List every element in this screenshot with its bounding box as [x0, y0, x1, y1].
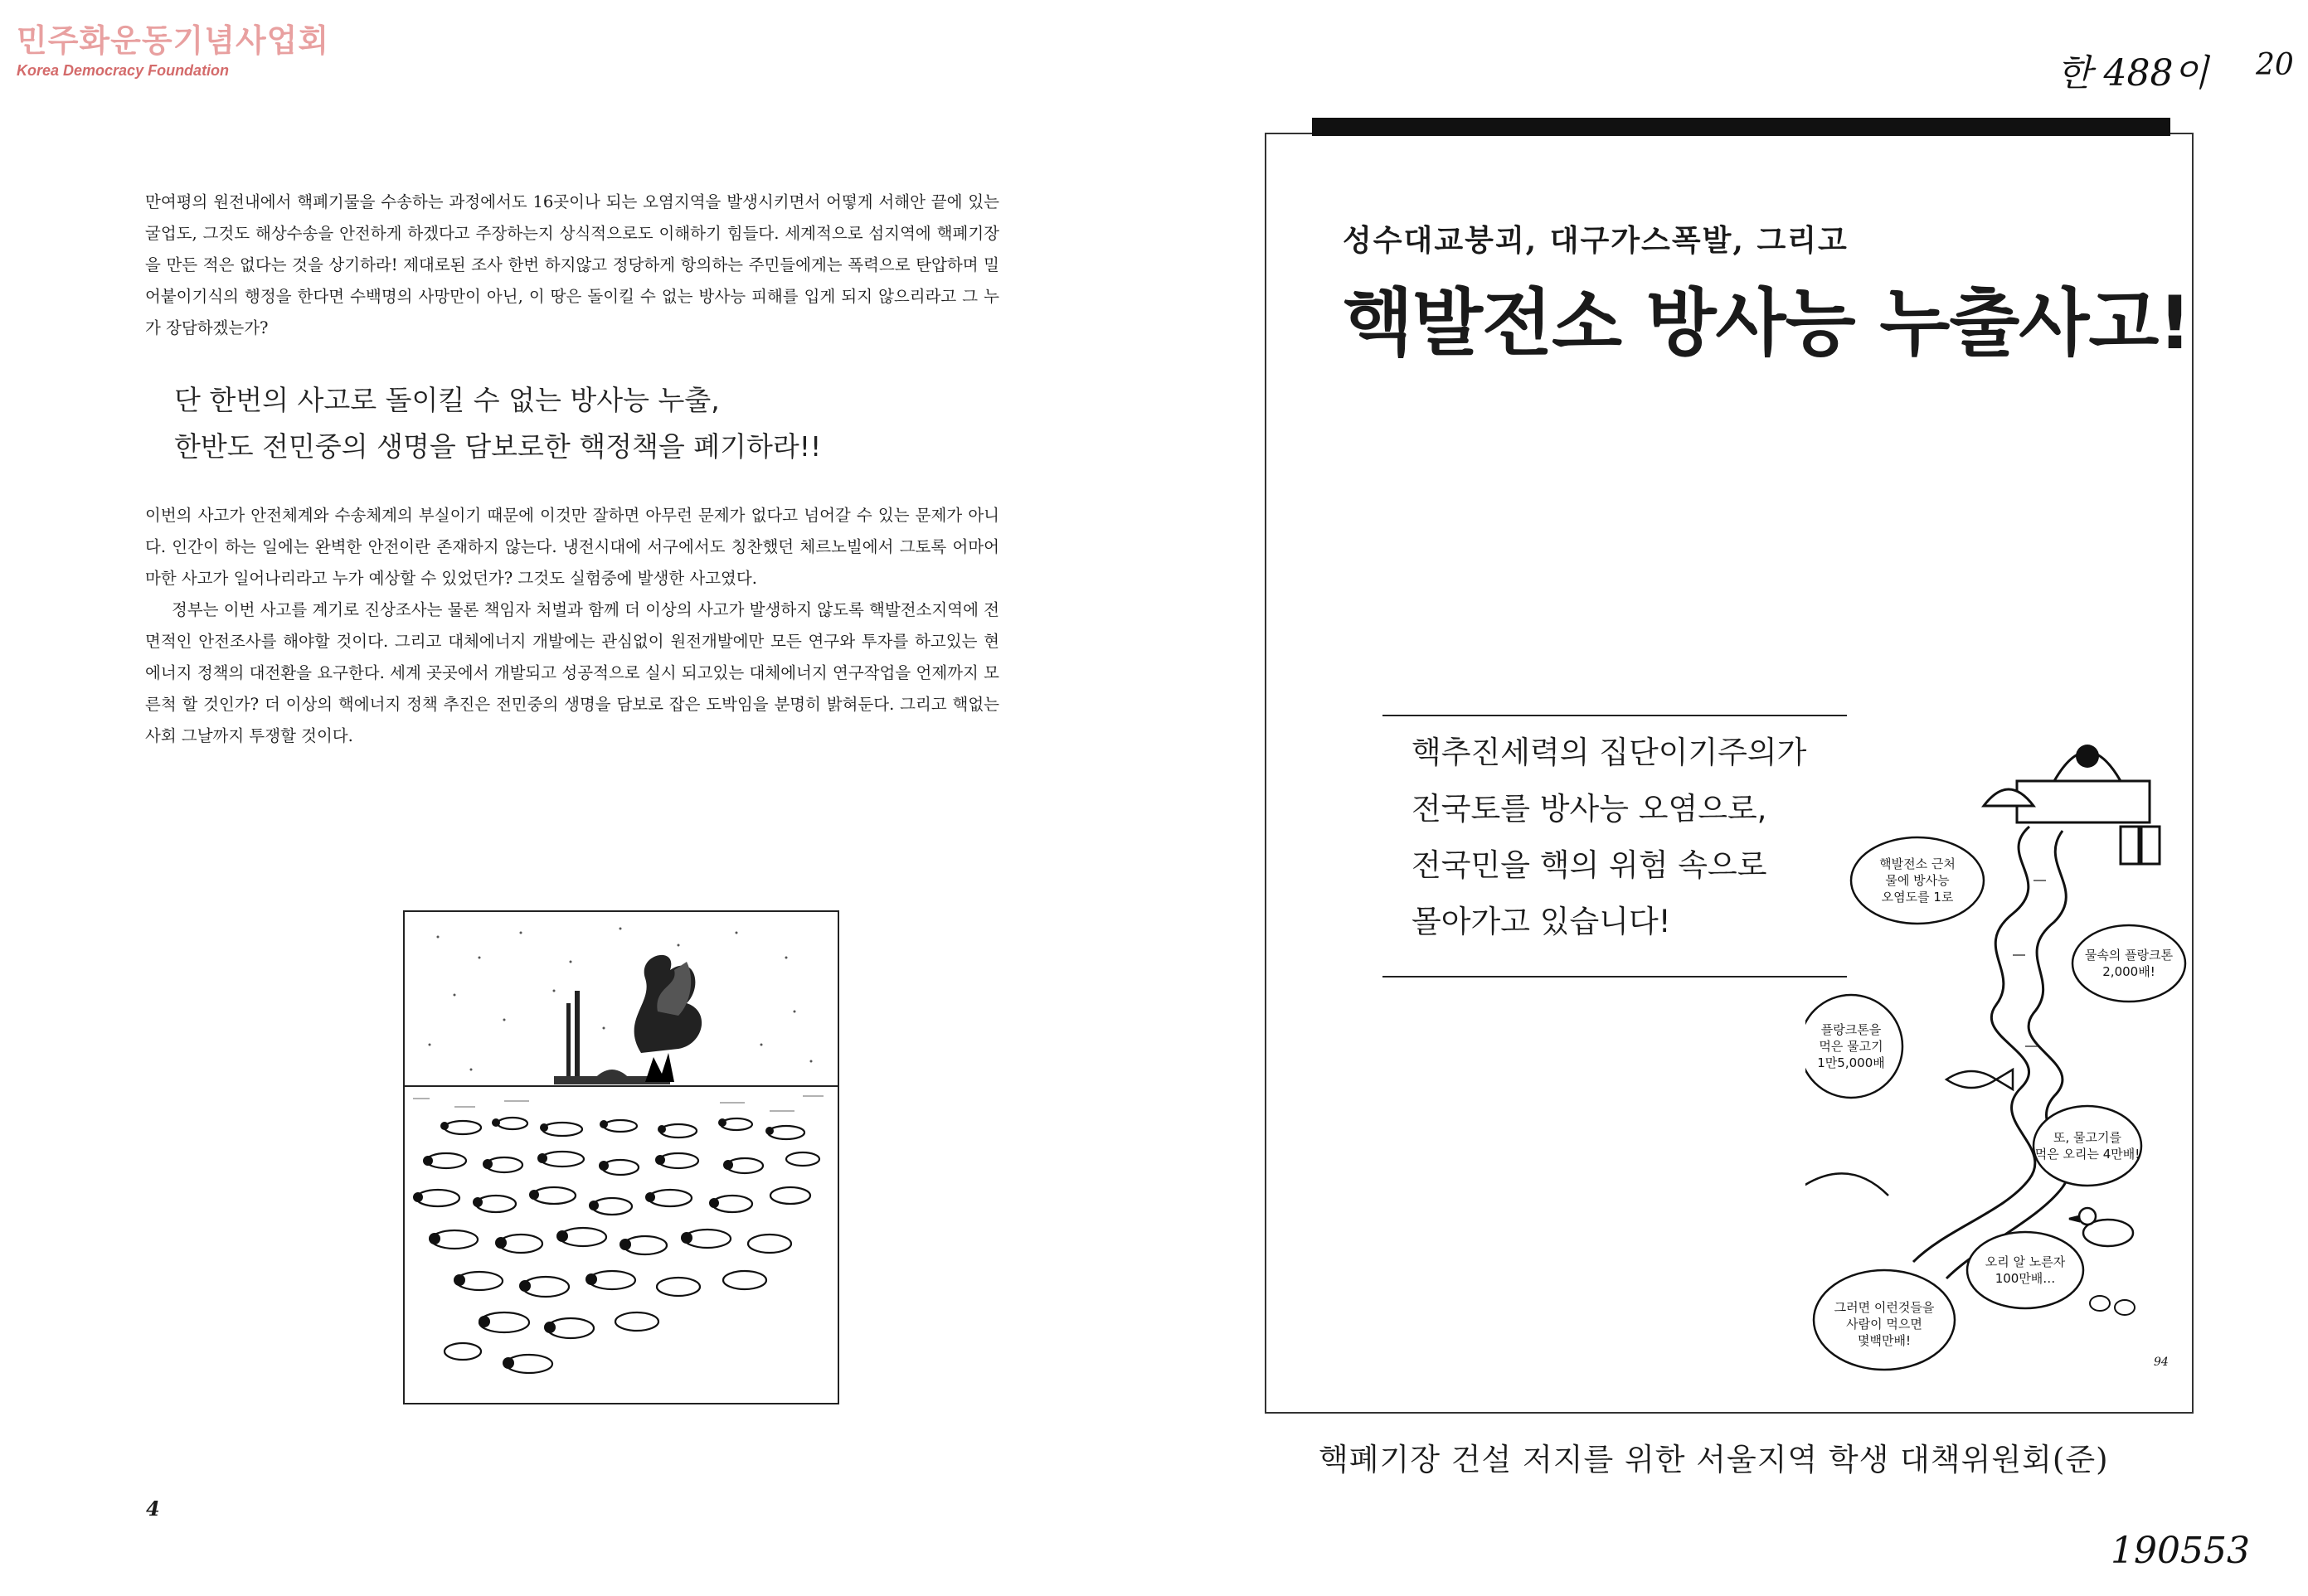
handwritten-page-number: 20	[2256, 48, 2294, 82]
poster-message	[1412, 725, 1806, 950]
poster-subtitle: 성수대교붕괴, 대구가스폭발, 그리고	[1343, 223, 1849, 258]
svg-text:몇백만배!: 몇백만배!	[1858, 1333, 1911, 1348]
left-page-text	[145, 187, 999, 752]
handwritten-archive-mark: 한 488이	[2057, 52, 2208, 95]
nuclear-plant-icon	[1984, 745, 2160, 864]
nuclear-disaster-illustration	[403, 910, 839, 1404]
message-line-3: 전국민을 핵의 위험 속으로	[1412, 847, 1767, 883]
paragraph-accident: 이번의 사고가 안전체계와 수송체계의 부실이기 때문에 이것만 잘하면 아무런 문제가 없다고 넘어갈 수 있는 문제가 아니다. 인간이 하는 일에는 완벽한 안전이란 존재하지 않는다. 냉전시대에 서구에서도 칭찬했던 체르노빌에서 그토록 어마어마한 사고가 일어나리라고 누가 예상할 수 있었던가? 그것도 실험중에 발생한 사고였다.	[145, 506, 999, 588]
message-line-2: 전국토를 방사능 오염으로,	[1412, 791, 1767, 827]
poster-title: 핵발전소 방사능 누출사고!	[1343, 280, 2191, 366]
foundation-watermark	[17, 15, 329, 80]
svg-text:물에 방사능: 물에 방사능	[1885, 873, 1950, 888]
message-line-4: 몰아가고 있습니다!	[1412, 904, 1671, 939]
svg-text:100만배…: 100만배…	[1995, 1271, 2056, 1286]
svg-text:사람이 먹으면: 사람이 먹으면	[1846, 1317, 1922, 1332]
poster-top-bar	[1312, 118, 2170, 136]
paragraph-intro: 만여평의 원전내에서 핵폐기물을 수송하는 과정에서도 16곳이나 되는 오염지역을 발생시키면서 어떻게 서해안 끝에 있는 굴업도, 그것도 해상수송을 안전하게 하겠다고 주장하는지 상식적으로도 이해하기 힘들다. 세계적으로 섬지역에 핵폐기장을 만든 적은 없다는 것을 상기하라! 제대로된 조사 한번 하지않고 정당하게 항의하는 주민들에게는 폭력으로 탄압하며 밀어붙이기식의 행정을 한다면 수백명의 사망만이 아닌, 이 땅은 돌이킬 수 없는 방사능 피해를 입게 되지 않으리라고 그 누가 장담하겠는가?	[145, 192, 999, 337]
organization-footer: 핵폐기장 건설 저지를 위한 서울지역 학생 대책위원회(준)	[1319, 1442, 2109, 1477]
fishing-figures-icon	[1805, 1164, 1888, 1266]
food-chain-cartoon	[1805, 615, 2187, 1411]
svg-text:오염도를 1로: 오염도를 1로	[1881, 890, 1954, 905]
svg-text:그러면 이런것들을: 그러면 이런것들을	[1834, 1300, 1935, 1315]
svg-text:또, 물고기를: 또, 물고기를	[2053, 1130, 2121, 1145]
svg-text:오리 알 노른자: 오리 알 노른자	[1985, 1254, 2066, 1269]
duck-icon	[2069, 1208, 2133, 1246]
svg-text:먹은 오리는 4만배!: 먹은 오리는 4만배!	[2034, 1147, 2140, 1162]
handwritten-document-id: 190553	[2111, 1530, 2250, 1572]
protest-poster	[1265, 133, 2194, 1414]
page-number: 4	[146, 1497, 160, 1521]
message-line-1: 핵추진세력의 집단이기주의가	[1412, 735, 1807, 770]
message-bottom-rule	[1382, 976, 1847, 977]
watermark-english: Korea Democracy Foundation	[17, 62, 230, 79]
svg-text:1만5,000배: 1만5,000배	[1817, 1055, 1885, 1070]
message-top-rule	[1382, 715, 1847, 716]
watermark-korean: 민주화운동기념사업회	[17, 22, 330, 59]
svg-text:94: 94	[2154, 1356, 2169, 1369]
section-headline	[174, 377, 999, 470]
paragraph-demand: 정부는 이번 사고를 계기로 진상조사는 물론 책임자 처벌과 함께 더 이상의 사고가 발생하지 않도록 핵발전소지역에 전면적인 안전조사를 해야할 것이다. 그리고 대체에너지 개발에는 관심없이 원전개발에만 모든 연구와 투자를 하고있는 현 에너지 정책의 대전환을 요구한다. 세계 곳곳에서 개발되고 성공적으로 실시 되고있는 대체에너지 연구작업을 언제까지 모른척 할 것인가? 더 이상의 핵에너지 정책 추진은 전민중의 생명을 담보로 잡은 도박임을 분명히 밝혀둔다. 그리고 핵없는 사회 그날까지 투쟁할 것이다.	[145, 600, 999, 745]
headline-line-1: 단 한번의 사고로 돌이킬 수 없는 방사능 누출,	[174, 384, 720, 416]
headline-line-2: 한반도 전민중의 생명을 담보로한 핵정책을 폐기하라!!	[174, 430, 822, 463]
svg-text:2,000배!: 2,000배!	[2102, 964, 2155, 979]
svg-text:플랑크톤을: 플랑크톤을	[1820, 1022, 1882, 1037]
svg-text:물속의 플랑크톤: 물속의 플랑크톤	[2084, 948, 2174, 963]
bubble-text-1: 핵발전소 근처	[1879, 856, 1956, 871]
svg-text:먹은 물고기: 먹은 물고기	[1819, 1039, 1883, 1054]
